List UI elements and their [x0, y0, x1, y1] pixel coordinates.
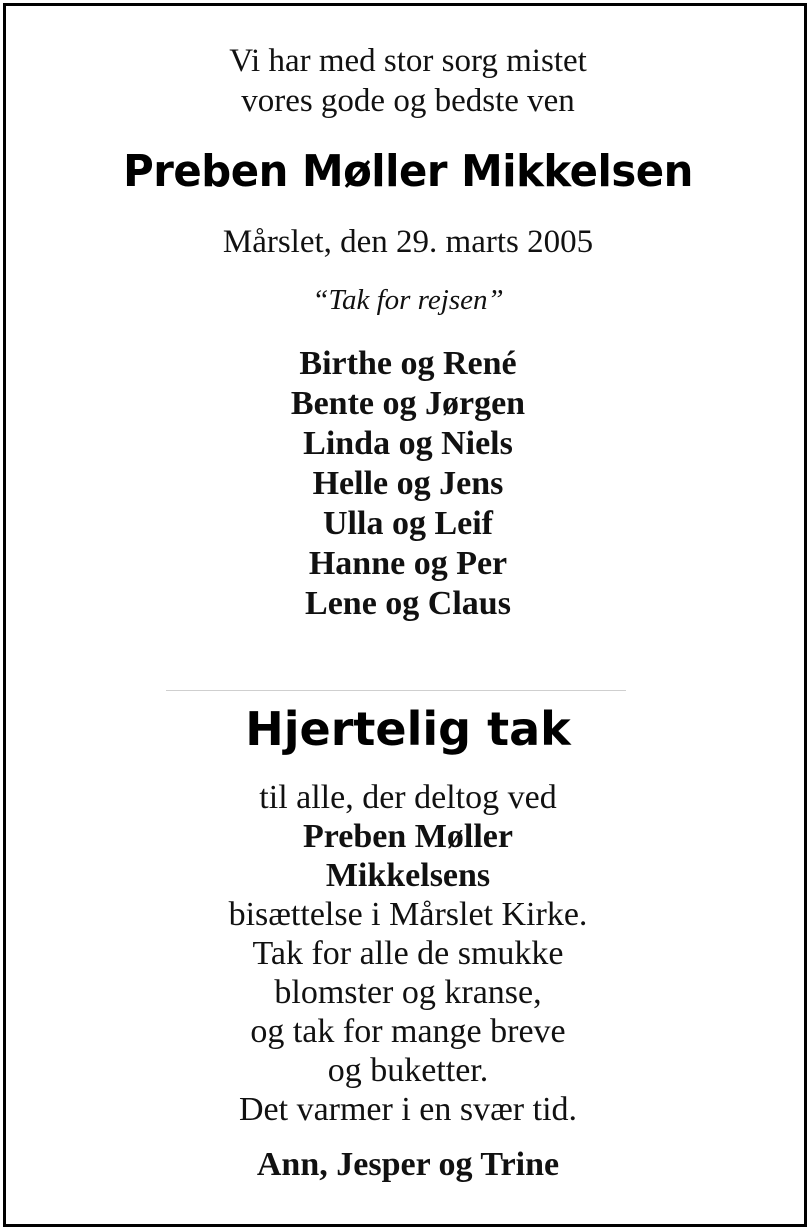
signature: Ann, Jesper og Trine: [256, 1146, 560, 1183]
thanks-line: Det varmer i en svær tid.: [238, 1091, 578, 1128]
mourner-name: Ulla og Leif: [323, 505, 493, 542]
motto: “Tak for rejsen”: [312, 284, 504, 316]
thanks-name-line: Preben Møller: [303, 818, 513, 855]
mourner-name: Linda og Niels: [303, 425, 513, 462]
mourner-name: Hanne og Per: [308, 545, 508, 582]
thanks-line: og tak for mange breve: [250, 1013, 566, 1050]
thanks-line: og buketter.: [327, 1052, 489, 1089]
place-date: Mårslet, den 29. marts 2005: [222, 224, 594, 260]
section-divider: [166, 690, 626, 691]
notice-frame: [3, 3, 807, 1227]
thanks-line: bisættelse i Mårslet Kirke.: [228, 896, 588, 933]
thanks-line: blomster og kranse,: [274, 974, 542, 1011]
intro-line: Vi har med stor sorg mistet: [229, 43, 587, 79]
thanks-line: til alle, der deltog ved: [259, 779, 557, 816]
mourner-name: Helle og Jens: [312, 465, 504, 502]
mourner-name: Lene og Claus: [305, 585, 511, 622]
thanks-name-line: Mikkelsens: [325, 857, 491, 894]
mourner-name: Bente og Jørgen: [290, 385, 526, 422]
intro-line: vores gode og bedste ven: [241, 83, 575, 119]
deceased-name: Preben Møller Mikkelsen: [123, 146, 693, 197]
mourner-name: Birthe og René: [299, 345, 517, 382]
thanks-heading: Hjertelig tak: [245, 702, 571, 756]
thanks-line: Tak for alle de smukke: [252, 935, 564, 972]
